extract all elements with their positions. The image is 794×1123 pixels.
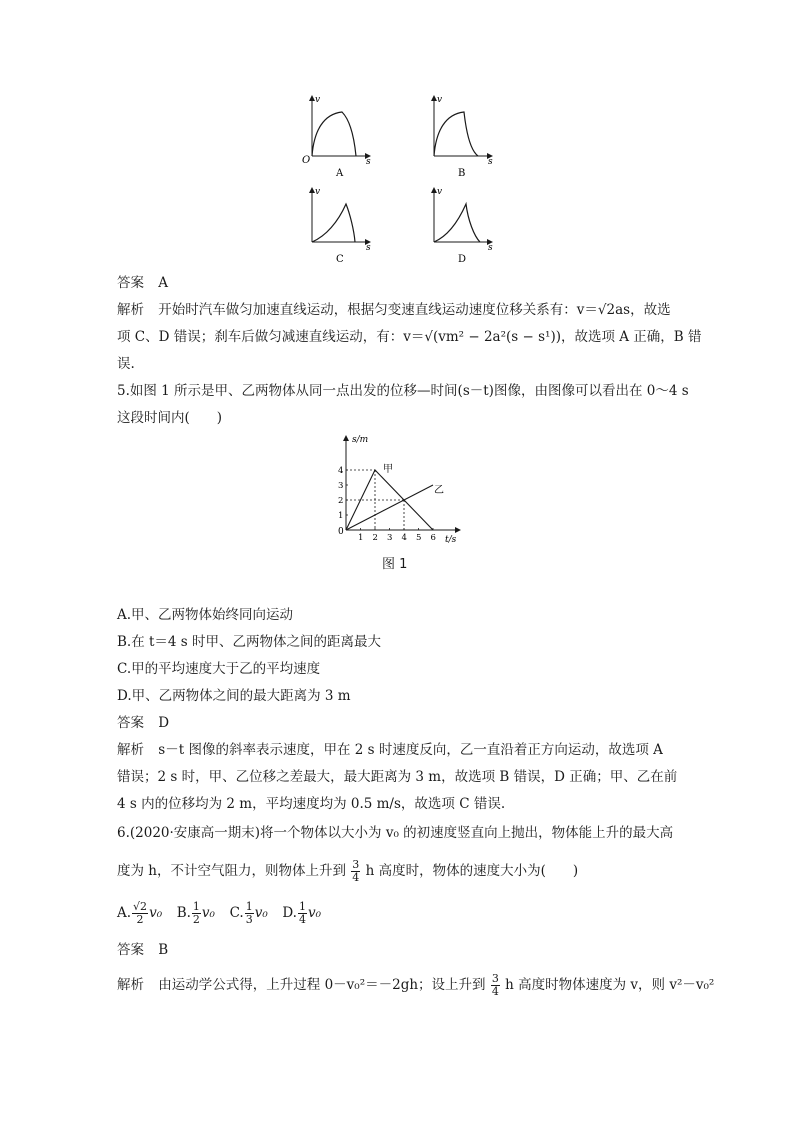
- q6-opt-c: [229, 900, 272, 926]
- st-x-tick-label-5: 6: [430, 533, 436, 543]
- q6-opt-d-suffix: v₀: [307, 905, 322, 921]
- st-x-tick-label-1: 2: [372, 533, 378, 543]
- q5-option-a-text: A.甲、乙两物体始终同向运动: [117, 607, 294, 623]
- q6-analysis-text-a: 由运动学公式得，上升过程 0－v₀²＝－2gh；设上升到: [158, 977, 486, 993]
- q4-analysis-text-2: 项 C、D 错误；刹车后做匀减速直线运动，有：v＝√(vm² − 2a²(s − s¹))，故选项 A 正确，B 错: [117, 329, 702, 345]
- q6-opt-d-num: 1: [298, 900, 306, 913]
- q5-stem-text-2: 这段时间内( ): [117, 410, 223, 426]
- q6-analysis-text-b: h 高度时物体速度为 v，则 v²－v₀²: [505, 977, 715, 993]
- graph-b-curve: [434, 112, 478, 156]
- q6-opt-a-prefix: A.: [117, 905, 132, 921]
- q6-stem-frac-num: 3: [352, 858, 360, 871]
- q5-option-d: [117, 686, 351, 706]
- st-x-tick-label-4: 5: [416, 533, 422, 543]
- graph-c-s: s: [366, 243, 371, 253]
- q4-analysis-line-3: [117, 354, 135, 374]
- q4-analysis-line-2: [117, 327, 702, 347]
- st-origin-label: 0: [338, 527, 344, 537]
- q6-stem-line-1: [117, 823, 673, 843]
- graph-a: [302, 95, 371, 179]
- q4-analysis-label: 解析: [117, 302, 144, 318]
- q6-opt-b-num: 1: [192, 900, 200, 913]
- st-y-tick-label-1: 2: [338, 496, 344, 506]
- graph-c-curve: [312, 204, 355, 242]
- graph-d-v: v: [437, 187, 443, 197]
- q6-stem-line-2: [117, 856, 578, 886]
- q4-analysis-text-3: 误.: [117, 356, 135, 372]
- st-series-line-1: [346, 485, 433, 530]
- q4-analysis-line-1: [117, 300, 671, 320]
- st-x-tick-label-0: 1: [358, 533, 364, 543]
- q5-option-c-text: C.甲的平均速度大于乙的平均速度: [117, 661, 321, 677]
- graph-d-curve: [434, 204, 480, 242]
- q6-opt-c-suffix: v₀: [254, 905, 268, 921]
- graph-c-v: v: [315, 187, 321, 197]
- q4-answer-line: [117, 273, 168, 293]
- q6-answer-label: 答案: [117, 942, 144, 958]
- q5-option-c: [117, 659, 320, 679]
- q6-analysis-fraction: [491, 973, 500, 998]
- q6-opt-b-suffix: v₀: [201, 905, 215, 921]
- q6-analysis-frac-den: 4: [491, 985, 499, 998]
- st-x-tick-label-3: 4: [401, 533, 407, 543]
- q6-analysis-label: 解析: [117, 977, 144, 993]
- figure-1-caption: 图 1: [382, 557, 408, 572]
- q6-opt-b: [176, 900, 220, 926]
- q6-stem-text-1: 6.(2020·安康高一期末)将一个物体以大小为 v₀ 的初速度竖直向上抛出，物体能上升的最大高: [117, 825, 674, 841]
- q5-analysis-line-1: [117, 740, 663, 760]
- q6-opt-a-frac: [132, 901, 148, 926]
- st-x-label: t/s: [445, 535, 457, 545]
- graph-a-v: v: [315, 95, 321, 105]
- q6-opt-d-frac: [298, 901, 307, 926]
- q5-analysis-text-2: 错误；2 s 时，甲、乙位移之差最大，最大距离为 3 m，故选项 B 错误，D 正确；甲、乙在前: [117, 769, 678, 785]
- q4-answer-label: 答案: [117, 275, 144, 291]
- q5-analysis-text-1: s－t 图像的斜率表示速度，甲在 2 s 时速度反向，乙一直沿着正方向运动，故选项 A: [158, 742, 663, 758]
- q5-option-b: [117, 632, 381, 652]
- st-y-tick-label-2: 3: [338, 481, 344, 491]
- st-y-tick-label-3: 4: [338, 466, 344, 476]
- q6-stem-text-2a: 度为 h，不计空气阻力，则物体上升到: [117, 863, 346, 879]
- q5-stem-line-1: [117, 381, 689, 401]
- q5-analysis-label: 解析: [117, 742, 144, 758]
- q6-analysis-frac-num: 3: [491, 972, 499, 985]
- q5-option-d-text: D.甲、乙两物体之间的最大距离为 3 m: [117, 688, 351, 704]
- graph-d-label: D: [458, 254, 467, 265]
- graph-c-label: C: [336, 254, 344, 265]
- graph-a-origin: O: [302, 155, 311, 166]
- q4-answer: A: [158, 275, 169, 291]
- graph-b-s: s: [488, 157, 493, 167]
- q6-opt-d-prefix: D.: [282, 905, 297, 921]
- q6-opt-b-den: 2: [192, 913, 200, 926]
- q5-answer-label: 答案: [117, 715, 144, 731]
- graph-d: [434, 187, 493, 265]
- q6-answer: B: [158, 942, 169, 958]
- st-y-tick-label-0: 1: [338, 511, 344, 521]
- vs-graphs-figure: [290, 90, 510, 270]
- graph-b-label: B: [458, 168, 466, 179]
- st-series-label-1: 乙: [434, 485, 444, 496]
- graph-a-label: A: [336, 168, 344, 179]
- q6-opt-c-den: 3: [245, 913, 253, 926]
- q4-analysis-text-1: 开始时汽车做匀加速直线运动，根据匀变速直线运动速度位移关系有：v＝√2as，故选: [158, 302, 671, 318]
- q5-answer-line: [117, 713, 169, 733]
- q6-stem-text-2b: h 高度时，物体的速度大小为( ): [365, 863, 579, 879]
- q6-opt-b-frac: [192, 901, 201, 926]
- q5-analysis-line-3: [117, 794, 505, 814]
- q6-opt-a: [117, 900, 166, 926]
- q6-opt-d: [282, 900, 322, 926]
- st-x-tick-label-2: 3: [387, 533, 393, 543]
- q6-opt-c-num: 1: [245, 900, 253, 913]
- q5-analysis-line-2: [117, 767, 677, 787]
- graph-b: [434, 95, 493, 179]
- q5-option-b-text: B.在 t＝4 s 时甲、乙两物体之间的距离最大: [117, 634, 382, 650]
- q6-opt-c-prefix: C.: [229, 905, 244, 921]
- q6-stem-fraction: [351, 859, 360, 884]
- q6-opt-a-num: √2: [133, 900, 148, 913]
- graph-a-curve: [312, 112, 356, 156]
- q6-analysis-line: [117, 970, 714, 1000]
- q5-option-a: [117, 605, 293, 625]
- q6-opt-d-den: 4: [298, 913, 306, 926]
- q6-opt-b-prefix: B.: [176, 905, 191, 921]
- graph-d-s: s: [488, 243, 493, 253]
- st-series-label-0: 甲: [383, 464, 393, 475]
- graph-b-v: v: [437, 95, 443, 105]
- q5-analysis-text-3: 4 s 内的位移均为 2 m，平均速度均为 0.5 m/s，故选项 C 错误.: [117, 796, 506, 812]
- q5-stem-line-2: [117, 408, 222, 428]
- q6-opt-a-suffix: v₀: [149, 905, 163, 921]
- st-y-label: s/m: [352, 435, 369, 445]
- q6-options: [117, 898, 321, 928]
- q6-opt-c-frac: [245, 901, 254, 926]
- figure-1-st-chart: [330, 430, 470, 548]
- q6-stem-frac-den: 4: [352, 871, 360, 884]
- q5-answer: D: [158, 715, 170, 731]
- graph-c: [312, 187, 371, 265]
- graph-a-s: s: [366, 157, 371, 167]
- q6-opt-a-den: 2: [136, 913, 144, 926]
- q5-stem-text-1: 5.如图 1 所示是甲、乙两物体从同一点出发的位移—时间(s－t)图像，由图像可以看出在 0～4 s: [117, 383, 689, 399]
- q6-answer-line: [117, 940, 168, 960]
